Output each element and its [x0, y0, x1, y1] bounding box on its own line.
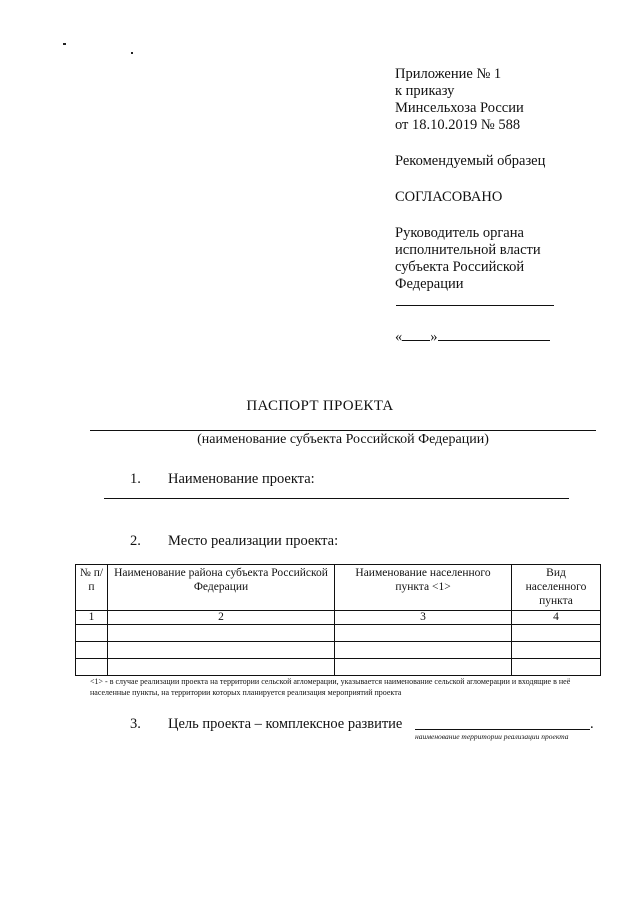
section2-number: 2. — [130, 533, 141, 549]
table-index-row — [76, 611, 601, 625]
index-cell: 1 — [76, 611, 108, 625]
header-settlement: Наименование населенного пункта <1> — [335, 565, 512, 611]
date-day-blank — [402, 328, 430, 341]
date-field — [395, 328, 550, 346]
section2-label: Место реализации проекта: — [168, 533, 339, 549]
section3-period: . — [590, 716, 594, 732]
table-cell[interactable] — [335, 659, 512, 676]
ministry-label: Минсельхоза России — [395, 100, 524, 116]
head-title-line4: Федерации — [395, 276, 464, 292]
territory-name-line — [415, 729, 590, 730]
section1-number: 1. — [130, 471, 141, 487]
section3-number: 3. — [130, 716, 141, 732]
table-cell[interactable] — [512, 642, 601, 659]
scan-speck — [131, 52, 133, 54]
head-title-line3: субъекта Российской — [395, 259, 525, 275]
table-row — [76, 642, 601, 659]
table-cell[interactable] — [512, 659, 601, 676]
table-footnote: <1> - в случае реализации проекта на территории сельской агломерации, указывается наименование сельской агломерации и входящие в неё населенные пункты, на территории которых планируется реализация мероприятий проекта — [90, 677, 571, 697]
subject-name-line — [90, 430, 596, 431]
date-quote-close: » — [430, 329, 438, 345]
header-settlement-type: Вид населенного пункта — [512, 565, 601, 611]
approval-block — [395, 66, 545, 293]
table-cell[interactable] — [335, 625, 512, 642]
agreed-label: СОГЛАСОВАНО — [395, 189, 503, 205]
table-cell[interactable] — [512, 625, 601, 642]
territory-caption: наименование территории реализации проекта — [415, 732, 569, 741]
header-number: № п/п — [76, 565, 108, 611]
subject-caption: (наименование субъекта Российской Федерации) — [197, 432, 489, 447]
section1-label: Наименование проекта: — [168, 471, 315, 487]
project-name-line — [104, 498, 569, 499]
head-title-line2: исполнительной власти — [395, 242, 541, 258]
table-cell[interactable] — [335, 642, 512, 659]
location-table — [75, 564, 601, 676]
table-row — [76, 625, 601, 642]
scan-speck — [63, 43, 66, 45]
order-reference: от 18.10.2019 № 588 — [395, 117, 521, 133]
date-month-blank — [438, 328, 550, 341]
table-cell[interactable] — [76, 625, 108, 642]
table-cell[interactable] — [76, 642, 108, 659]
appendix-label: Приложение № 1 — [395, 66, 502, 82]
table-cell[interactable] — [108, 625, 335, 642]
table-header-row — [76, 565, 601, 611]
table-cell[interactable] — [108, 642, 335, 659]
index-cell: 3 — [335, 611, 512, 625]
table-row — [76, 659, 601, 676]
head-title-line1: Руководитель органа — [395, 225, 524, 241]
section3-label: Цель проекта – комплексное развитие — [168, 716, 403, 732]
page-title: ПАСПОРТ ПРОЕКТА — [246, 398, 394, 414]
signature-line — [396, 305, 554, 306]
header-district: Наименование района субъекта Российской Федерации — [108, 565, 335, 611]
sample-label: Рекомендуемый образец — [395, 153, 546, 169]
table-cell[interactable] — [108, 659, 335, 676]
index-cell: 4 — [512, 611, 601, 625]
index-cell: 2 — [108, 611, 335, 625]
order-label: к приказу — [395, 83, 455, 99]
table-cell[interactable] — [76, 659, 108, 676]
date-quote-open: « — [395, 329, 403, 345]
